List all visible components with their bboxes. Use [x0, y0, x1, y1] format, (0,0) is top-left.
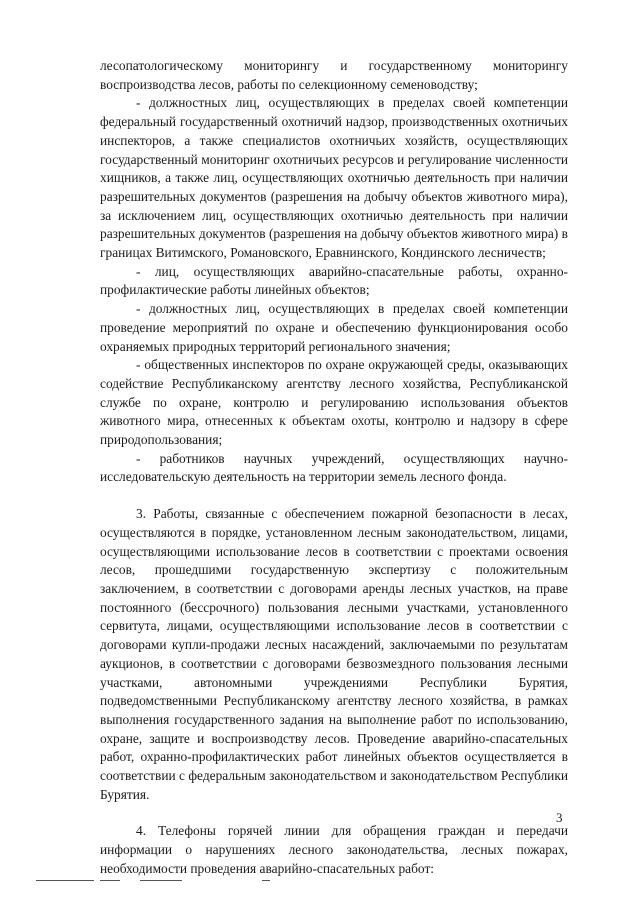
list-item-protected-areas-officials: - должностных лиц, осуществляющих в пределах своей компетенции проведение мероприятий по охране и обеспечению функционирования особо охраняемых природных территорий регионального значения;	[100, 301, 568, 354]
document-body	[100, 57, 568, 879]
paragraph-section-4: 4. Телефоны горячей линии для обращения граждан и передачи информации о нарушениях лесного законодательства, лесных пожарах, необходимости проведения аварийно-спасательных работ:	[100, 823, 568, 876]
page-number: 3	[556, 810, 563, 825]
list-item-scientific-workers: - работников научных учреждений, осуществляющих научно-исследовательскую деятельность на территории земель лесного фонда.	[100, 450, 568, 485]
scan-artifact-line	[262, 880, 270, 881]
list-item-hunting-officials: - должностных лиц, осуществляющих в пределах своей компетенции федеральный государственный охотничий надзор, производственных охотничьих инспекторов, а также специалистов охотничьих хозяйств, осуществляющих государственный мониторинг охотничьих ресурсов и регулирование численности хищников, а также лиц, осуществляющих охотничью деятельность при наличии разрешительных документов (разрешения на добычу объектов животного мира), за исключением лиц, осуществляющих охотничью деятельность при наличии разрешительных документов (разрешения на добычу объектов животного мира) в границах Витимского, Романовского, Еравнинского, Кондинского лесничеств;	[100, 95, 568, 261]
paragraph-continuation: лесопатологическому мониторингу и государственному мониторингу воспроизводства лесов, работы по селекционному семеноводству;	[100, 58, 568, 92]
scan-artifact-line	[36, 880, 94, 881]
scan-artifact-line	[140, 880, 182, 881]
list-item-public-inspectors: - общественных инспекторов по охране окружающей среды, оказывающих содействие Республиканскому агентству лесного хозяйства, Республиканской службе по охране, контролю и регулированию использования объектов животного мира, отнесенных к объектам охоты, контролю и надзору в сфере природопользования;	[100, 357, 568, 448]
list-item-rescue-workers: - лиц, осуществляющих аварийно-спасательные работы, охранно-профилактические работы линейных объектов;	[100, 263, 568, 298]
paragraph-section-3: 3. Работы, связанные с обеспечением пожарной безопасности в лесах, осуществляются в порядке, установленном лесным законодательством, лицами, осуществляющими использование лесов в соответствии с проектами освоения лесов, прошедшими государственную экспертизу с положительным заключением, в соответствии с договорами аренды лесных участков, на праве постоянного (бессрочного) пользования лесными участками, установленного сервитута, лицами, осуществляющими использование лесов в соответствии с договорами купли-продажи лесных насаждений, заключаемыми по результатам аукционов, в соответствии с договорами безвозмездного пользования лесными участками, автономными учреждениями Республики Бурятия, подведомственными Республиканскому агентству лесного хозяйства, в рамках выполнения государственного задания на выполнение работ по использованию, охране, защите и воспроизводству лесов. Проведение аварийно-спасательных работ, охранно-профилактических работ линейных объектов осуществляется в соответствии с федеральным законодательством и законодательством Республики Бурятия.	[100, 506, 568, 802]
scan-artifact-line	[100, 880, 120, 881]
